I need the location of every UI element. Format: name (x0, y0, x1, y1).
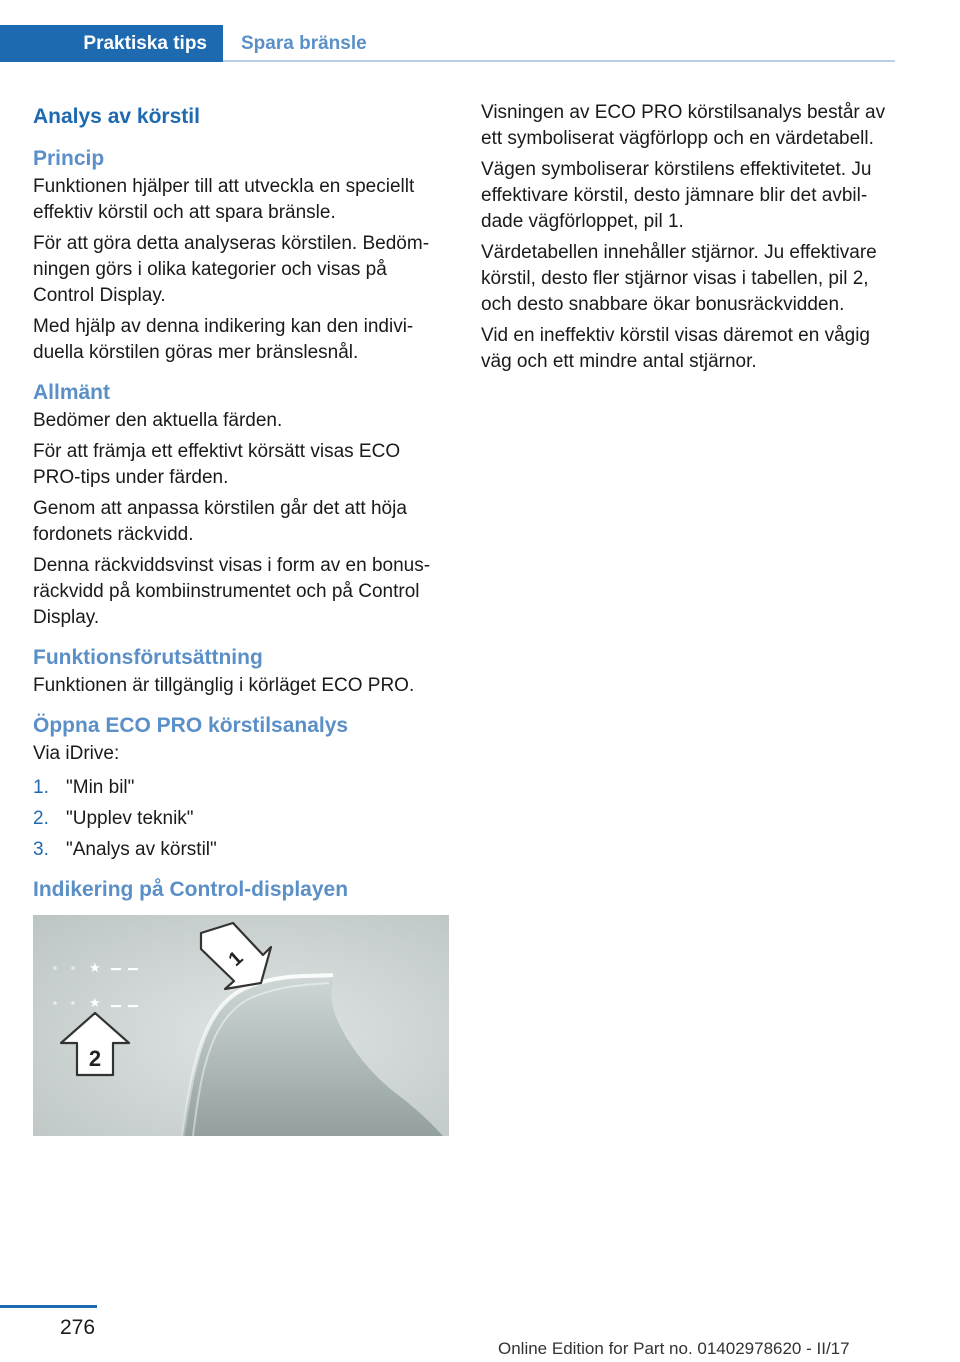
right-column (481, 100, 899, 380)
left-column (33, 100, 449, 1141)
steps-list (33, 775, 449, 863)
section-heading-funktionsforutsattning: Funktionsförutsättning (33, 646, 263, 669)
section-heading-oppna: Öppna ECO PRO körstilsanalys (33, 714, 349, 737)
page-number: 276 (60, 1316, 96, 1339)
footer-accent-line (0, 1305, 97, 1308)
edition-footer: Online Edition for Part no. 01402978620 - II/17 (498, 1339, 850, 1358)
paragraph: Vid en ineffektiv körstil visas däremot en vågig väg och ett mindre antal stjärnor. (481, 325, 870, 372)
list-item (33, 837, 449, 863)
paragraph: Funktionen hjälper till att utveckla en speciellt effektiv körstil och att spara bränsle. (33, 176, 415, 223)
section-heading-allmant: Allmänt (33, 381, 111, 404)
page-title: Analys av körstil (33, 105, 200, 128)
step-number: 1. (33, 777, 49, 798)
svg-text:★: ★ (89, 961, 101, 976)
paragraph: Genom att anpassa körstilen går det att höja fordonets räckvidd. (33, 498, 407, 545)
eco-pro-display-figure (33, 915, 449, 1136)
header-tabs (0, 25, 895, 62)
list-item (33, 806, 449, 832)
paragraph: För att göra detta analyseras körstilen. Bedömningen görs i olika kategorier och visas på Control Display. (33, 233, 430, 306)
paragraph: Funktionen är tillgänglig i körläget ECO PRO. (33, 675, 415, 696)
paragraph: Bedömer den aktuella färden. (33, 410, 283, 431)
tab-praktiska-tips[interactable]: Praktiska tips (0, 25, 223, 62)
tab-spara-bransle[interactable]: Spara bränsle (223, 25, 895, 62)
paragraph: Med hjälp av denna indikering kan den individuella körstilen göras mer bränslesnål. (33, 316, 414, 363)
list-item (33, 775, 449, 801)
step-number: 3. (33, 839, 49, 860)
svg-text:★: ★ (89, 996, 101, 1011)
paragraph: Visningen av ECO PRO körstilsanalys består av ett symboliserat vägförlopp och en värdetabell. (481, 102, 886, 149)
step-text: "Analys av körstil" (66, 839, 217, 860)
paragraph: För att främja ett effektivt körsätt visas ECO PRO-tips under färden. (33, 441, 401, 488)
paragraph: Värdetabellen innehåller stjärnor. Ju effektivare körstil, desto fler stjärnor visas i tabellen, pil 2, och desto snabbare ökar bonusräckvidden. (481, 242, 877, 315)
paragraph: Denna räckviddsvinst visas i form av en bonusräckvidd på kombiinstrumentet och på Control Display. (33, 555, 431, 628)
paragraph: Via iDrive: (33, 743, 120, 764)
section-heading-indikering: Indikering på Control-displayen (33, 878, 349, 901)
paragraph: Vägen symboliserar körstilens effektivitetet. Ju effektivare körstil, desto jämnare blir det avbildade vägförloppet, pil 1. (481, 159, 872, 232)
arrow-1-label: 1 (224, 947, 248, 971)
step-text: "Min bil" (66, 777, 135, 798)
arrow-2-label: 2 (88, 1046, 102, 1071)
step-number: 2. (33, 808, 49, 829)
section-heading-princip: Princip (33, 147, 105, 170)
step-text: "Upplev teknik" (66, 808, 194, 829)
